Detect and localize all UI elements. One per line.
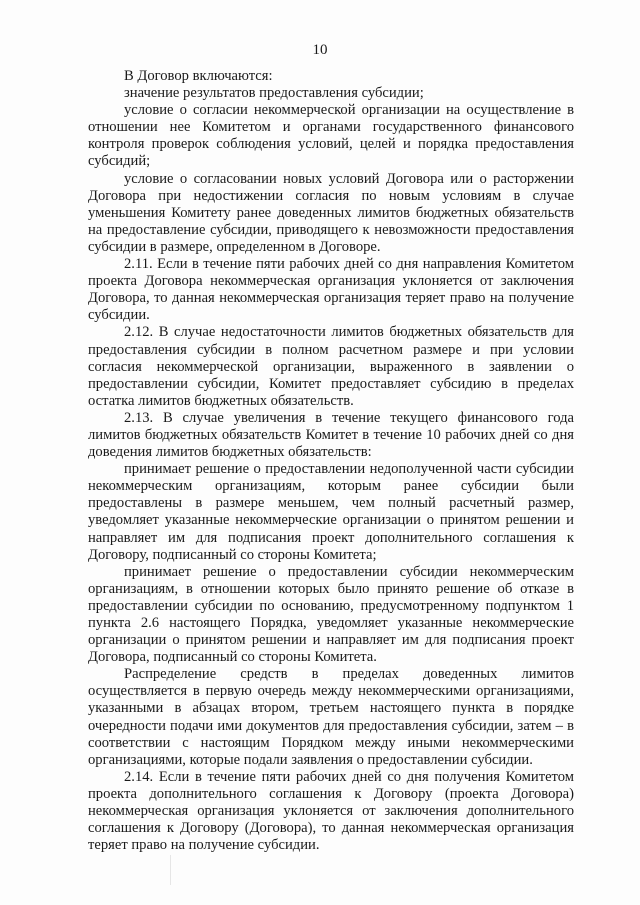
paragraph-2-12: 2.12. В случае недостаточности лимитов бюджетных обязательств для предоставления субсидии в полном расчетном размере и при условии согласия некоммерческой организации, выраженного в заявлении о предоставлении субсидии, Комитет предоставляет субсидию в пределах остатка лимитов бюджетных обязательств.: [88, 324, 574, 409]
scan-artifact-line: [170, 855, 171, 885]
document-body: [88, 68, 574, 854]
paragraph-new-terms-condition: условие о согласовании новых условий Договора или о расторжении Договора при недостижении согласия по новым условиям в случае уменьшения Комитету ранее доведенных лимитов бюджетных обязательств на предоставление субсидии, приводящего к невозможности предоставления субсидии в размере, определенном в Договоре.: [88, 170, 574, 255]
paragraph-2-13-item-2: принимает решение о предоставлении субсидии некоммерческим организациям, в отношении которых было принято решение об отказе в предоставлении субсидии по основанию, предусмотренному подпунктом 1 пункта 2.6 настоящего Порядка, уведомляет указанные некоммерческие организации о принятом решении и направляет им для подписания проект Договора, подписанный со стороны Комитета.: [88, 563, 574, 666]
paragraph-consent-condition: условие о согласии некоммерческой организации на осуществление в отношении нее Комитетом и органами государственного финансового контроля проверок соблюдения условий, целей и порядка предоставления субсидий;: [88, 102, 574, 170]
paragraph-result-values: значение результатов предоставления субсидии;: [124, 85, 424, 102]
paragraph-2-11: 2.11. Если в течение пяти рабочих дней со дня направления Комитетом проекта Договора некоммерческая организация уклоняется от заключения Договора, то данная некоммерческая организация теряет право на получение субсидии.: [88, 256, 574, 324]
paragraph-2-13: 2.13. В случае увеличения в течение текущего финансового года лимитов бюджетных обязательств Комитет в течение 10 рабочих дней со дня доведения лимитов бюджетных обязательств:: [88, 409, 574, 461]
page-number: 10: [312, 42, 328, 58]
paragraph-2-13-item-1: принимает решение о предоставлении недополученной части субсидии некоммерческим организациям, которым ранее субсидии были предоставлены в размере меньшем, чем полный расчетный размер, уведомляет указанные некоммерческие организации о принятом решении и направляет им для подписания проект дополнительного соглашения к Договору, подписанный со стороны Комитета;: [88, 461, 574, 563]
paragraph-intro: В Договор включаются:: [124, 68, 273, 84]
paragraph-distribution: Распределение средств в пределах доведенных лимитов осуществляется в первую очередь между некоммерческими организациями, указанными в абзацах втором, третьем настоящего пункта в порядке очередности подачи ими документов для предоставления субсидии, затем – в соответствии с настоящим Порядком между иными некоммерческими организациями, которые подали заявления о предоставлении субсидии.: [88, 666, 574, 768]
paragraph-2-14: 2.14. Если в течение пяти рабочих дней со дня получения Комитетом проекта дополнительного соглашения к Договору (проекта Договора) некоммерческая организация уклоняется от заключения дополнительного соглашения к Договору (Договора), то данная некоммерческая организация теряет право на получение субсидии.: [88, 768, 574, 854]
